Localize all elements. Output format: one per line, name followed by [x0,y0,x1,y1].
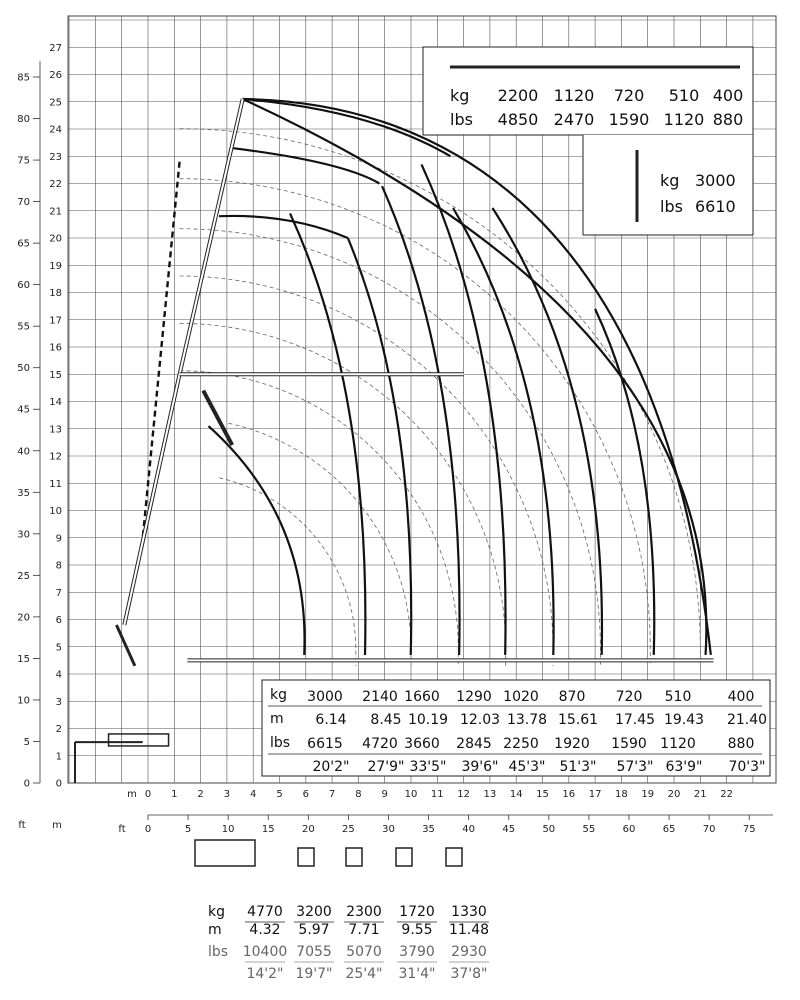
x-ft-tick-label: 20 [301,824,315,835]
main-lbs-label: lbs [270,735,291,751]
main-ft-value: 39'6" [461,759,499,775]
radius-arc [180,229,601,666]
x-ft-tick-label: 50 [542,824,556,835]
boom-load-table [195,840,489,982]
jib-lbs-value: 1590 [608,110,650,129]
y-m-tick-label: 21 [49,206,62,218]
y-m-tick-label: 0 [55,778,62,790]
envelope-top [219,216,348,238]
column [116,625,134,666]
x-m-tick-label: 4 [250,789,257,800]
hook-lbs-label: lbs [660,197,683,216]
x-ft-tick-label: 70 [702,824,716,835]
x-ft-tick-label: 25 [342,824,355,835]
main-load-table [262,680,770,776]
boom-lbs-value: 2930 [451,944,487,960]
boom-kg-value: 1720 [399,904,435,920]
main-lbs-value: 2250 [503,736,539,752]
boom-lbs-value: 7055 [296,944,332,960]
x-ft-tick-label: 55 [582,824,596,835]
hook-config-icon [298,848,314,866]
main-kg-value: 1290 [456,689,492,705]
main-lbs-value: 2845 [456,736,492,752]
x-ft-tick-label: 15 [261,824,275,835]
y-m-tick-label: 19 [49,260,62,272]
hook-lbs-value: 6610 [695,197,736,216]
jib-lbs-value: 880 [712,110,744,129]
main-lbs-value: 1590 [611,736,647,752]
x-ft-tick-label: 0 [144,824,152,835]
y-ft-tick-label: 80 [17,114,30,126]
y-m-tick-label: 9 [55,533,62,545]
main-kg-value: 720 [615,689,643,705]
y-m-tick-label: 27 [49,42,62,54]
envelope-top [243,99,451,156]
y-m-tick-label: 7 [55,587,62,599]
base [109,734,169,746]
x-m-tick-label: 17 [588,789,602,800]
main-ft-value: 63'9" [665,759,703,775]
jib-lbs-value: 2470 [553,110,595,129]
main-m-value: 21.40 [726,712,768,728]
boom-m-value: 5.97 [298,922,330,938]
boom-kg-value: 1330 [451,904,487,920]
y-m-tick-label: 15 [49,369,62,381]
boom-lbs-value: 5070 [346,944,382,960]
y-ft-tick-label: 60 [17,280,30,292]
x-m-tick-label: 21 [693,789,707,800]
load-curve [453,208,554,655]
load-curve [595,309,654,655]
main-kg-value: 1660 [404,689,440,705]
x-m-tick-label: 1 [171,789,178,800]
main-lbs-value: 6615 [307,736,343,752]
radius-arc [229,423,411,666]
x-ft-tick-label: 45 [502,824,516,835]
boom-ft-value: 19'7" [295,966,333,982]
boom-ft-value: 14'2" [246,966,284,982]
main-lbs-value: 3660 [404,736,440,752]
x-m-tick-label: 8 [355,789,362,800]
boom-m-label: m [208,922,222,938]
y-m-tick-label: 12 [49,451,62,463]
boom-m-value: 7.71 [348,922,380,938]
left-ft-unit: ft [18,820,26,831]
y-ft-tick-label: 40 [17,446,30,458]
y-ft-tick-label: 55 [17,321,30,333]
hook-config-icon [346,848,362,866]
main-m-value: 13.78 [506,712,548,728]
left-m-unit: m [52,820,62,831]
main-ft-value: 51'3" [559,759,597,775]
hook-kg-value: 3000 [695,171,736,190]
boom-kg-label: kg [208,904,225,920]
y-ft-tick-label: 75 [17,155,30,167]
hook-config-icon [396,848,412,866]
main-kg-value: 3000 [307,689,343,705]
main-ft-value: 27'9" [367,759,405,775]
x-m-tick-label: 2 [197,789,204,800]
jib-kg-label: kg [450,86,470,105]
x-m-tick-label: 13 [483,789,497,800]
boom-ft-value: 25'4" [345,966,383,982]
y-m-tick-label: 6 [55,615,62,626]
y-ft-tick-label: 35 [17,487,30,499]
y-axis-m-ticks [49,43,62,790]
main-kg-value: 1020 [503,689,539,705]
main-m-value: 8.45 [370,712,402,728]
y-m-tick-label: 11 [49,478,62,490]
y-ft-tick-label: 65 [17,238,30,250]
boom-m-value: 4.32 [249,922,281,938]
x-m-tick-label: 18 [615,789,628,800]
y-m-tick-label: 23 [49,151,62,163]
jib-lbs-value: 1120 [663,110,705,129]
y-m-tick-label: 17 [49,315,62,327]
main-m-value: 19.43 [663,712,705,728]
jib-lbs-value: 4850 [497,110,539,129]
main-lbs-value: 4720 [362,736,398,752]
x-ft-tick-label: 40 [462,824,476,835]
boom-ft-value: 37'8" [450,966,488,982]
radius-arc [180,371,459,666]
load-curve [208,426,304,655]
y-ft-tick-label: 70 [17,197,30,209]
y-m-tick-label: 24 [49,124,62,136]
boom-kg-value: 2300 [346,904,382,920]
boom-lbs-value: 3790 [399,944,435,960]
main-ft-value: 45'3" [508,759,546,775]
x-m-tick-label: 12 [457,789,470,800]
main-m-value: 6.14 [315,712,347,728]
boom-lbs-label: lbs [208,944,229,960]
x-m-tick-label: 16 [562,789,576,800]
y-ft-tick-label: 50 [17,363,30,375]
x-ft-unit: ft [118,824,126,835]
jib-kg-value: 510 [668,86,700,105]
main-m-value: 12.03 [459,712,501,728]
y-ft-tick-label: 45 [17,404,30,416]
y-m-tick-label: 2 [55,724,62,735]
boom-kg-value: 4770 [247,904,283,920]
main-m-value: 10.19 [407,712,449,728]
y-m-tick-label: 8 [55,560,62,572]
main-ft-value: 20'2" [312,759,350,775]
y-ft-tick-label: 15 [17,653,30,665]
boom-m-value: 11.48 [448,922,490,938]
x-m-tick-label: 10 [404,789,418,800]
x-m-tick-label: 5 [276,789,283,800]
x-ft-tick-label: 60 [622,824,636,835]
x-m-tick-label: 7 [328,789,336,800]
main-ft-value: 57'3" [616,759,654,775]
main-lbs-value: 1920 [554,736,590,752]
main-ft-value: 70'3" [728,759,766,775]
x-axis-ft-ticks [118,815,773,835]
x-m-tick-label: 6 [302,789,309,800]
y-m-tick-label: 25 [49,97,62,109]
main-lbs-value: 1120 [660,736,696,752]
jib-kg-value: 720 [613,86,645,105]
y-m-tick-label: 14 [49,397,62,408]
boom-m-value: 9.55 [401,922,433,938]
x-m-unit: m [127,789,137,800]
lower-arm [203,391,232,446]
main-m-label: m [270,711,284,727]
y-m-tick-label: 3 [55,696,62,708]
x-m-tick-label: 15 [536,789,549,800]
x-m-tick-label: 9 [381,789,388,800]
boom-ft-value: 31'4" [398,966,436,982]
y-m-tick-label: 20 [49,233,62,245]
x-m-tick-label: 20 [667,789,681,800]
y-ft-tick-label: 20 [17,612,30,624]
x-ft-tick-label: 75 [742,824,756,835]
y-m-tick-label: 4 [55,669,62,681]
x-m-tick-label: 14 [509,789,523,800]
y-ft-tick-label: 5 [23,736,30,748]
hook-config-icon [446,848,462,866]
jib-kg-value: 400 [712,86,744,105]
radius-arc [219,478,355,666]
x-m-tick-label: 0 [144,789,152,800]
main-m-value: 17.45 [614,712,656,728]
main-kg-value: 2140 [362,689,398,705]
jib-kg-value: 1120 [553,86,595,105]
jib-kg-value: 2200 [497,86,539,105]
y-m-tick-label: 10 [49,506,62,517]
y-m-tick-label: 16 [49,342,62,354]
x-m-tick-label: 11 [430,789,444,800]
y-m-tick-label: 13 [49,424,62,436]
x-ft-tick-label: 10 [221,824,235,835]
y-ft-tick-label: 30 [17,529,30,541]
load-curve [382,186,459,655]
y-axis-ft-ticks [17,61,40,790]
main-kg-value: 400 [727,689,755,705]
main-ft-value: 33'5" [409,759,447,775]
main-kg-value: 870 [558,689,586,705]
x-m-tick-label: 19 [641,789,655,800]
boom-icon [195,840,255,866]
y-m-tick-label: 26 [49,70,62,81]
x-m-tick-label: 22 [720,789,733,800]
y-m-tick-label: 1 [55,751,62,763]
y-ft-tick-label: 25 [17,570,30,582]
y-ft-tick-label: 0 [23,778,30,790]
boom-lbs-value: 10400 [242,944,288,960]
y-ft-tick-label: 10 [17,695,30,707]
x-m-tick-label: 3 [223,789,231,800]
x-ft-tick-label: 30 [382,824,395,835]
main-lbs-value: 880 [727,736,755,752]
x-ft-tick-label: 65 [662,824,676,835]
y-ft-tick-label: 85 [17,72,30,84]
main-m-value: 15.61 [557,712,599,728]
y-m-tick-label: 22 [49,179,62,190]
y-m-tick-label: 5 [55,642,62,654]
hook-kg-label: kg [660,171,680,190]
main-kg-value: 510 [664,689,692,705]
x-ft-tick-label: 5 [184,824,192,835]
y-m-tick-label: 18 [49,288,62,299]
jib-lbs-label: lbs [450,110,473,129]
x-ft-tick-label: 35 [422,824,435,835]
main-kg-label: kg [270,687,287,703]
boom-kg-value: 3200 [296,904,332,920]
